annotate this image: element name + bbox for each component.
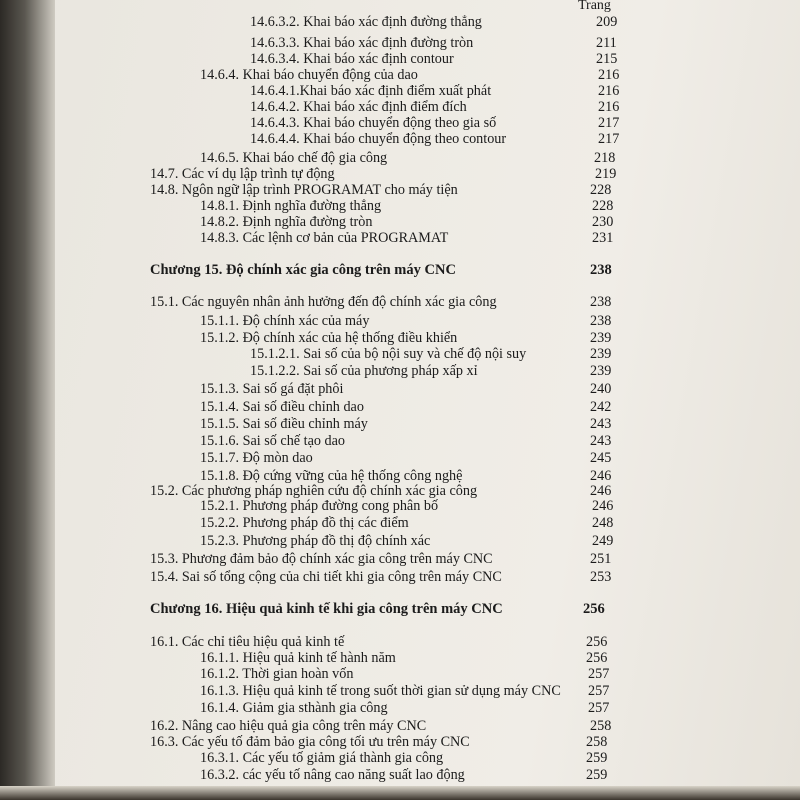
toc-entry-title: 16.1.4. Giảm gia sthành gia công — [200, 700, 388, 716]
toc-entry — [0, 533, 800, 549]
toc-entry — [0, 450, 800, 466]
toc-entry-title: 15.2. Các phương pháp nghiên cứu độ chính xác gia công — [150, 483, 478, 499]
toc-entry-title: 14.6.4. Khai báo chuyển động của dao — [200, 67, 418, 83]
toc-entry — [0, 67, 800, 83]
toc-entry-page: 251 — [590, 551, 612, 567]
toc-entry — [0, 363, 800, 379]
toc-entry-title: 16.1. Các chỉ tiêu hiệu quả kinh tế — [150, 634, 345, 650]
toc-entry-page: 256 — [586, 650, 608, 666]
toc-entry — [0, 294, 800, 310]
toc-entry-page: 238 — [590, 313, 612, 329]
toc-entry-page: 258 — [590, 718, 612, 734]
toc-entry-page: 259 — [586, 767, 608, 783]
toc-entry-title: 15.1.1. Độ chính xác của máy — [200, 313, 370, 329]
toc-entry-page: 249 — [592, 533, 614, 549]
toc-entry — [0, 718, 800, 734]
toc-entry-title: 15.1. Các nguyên nhân ảnh hưởng đến độ chính xác gia công — [150, 294, 497, 310]
toc-entry — [0, 515, 800, 531]
toc-entry-page: 257 — [588, 700, 610, 716]
chapter-page: 238 — [590, 262, 612, 278]
toc-entry-title: 15.2.3. Phương pháp đồ thị độ chính xác — [200, 533, 431, 549]
toc-entry — [0, 498, 800, 514]
toc-entry-title: 16.1.2. Thời gian hoàn vốn — [200, 666, 354, 682]
toc-entry-title: 15.1.7. Độ mòn dao — [200, 450, 313, 466]
toc-entry — [0, 569, 800, 585]
toc-entry — [0, 198, 800, 214]
toc-entry — [0, 346, 800, 362]
toc-entry — [0, 483, 800, 499]
toc-entry — [0, 35, 800, 51]
toc-entry — [0, 14, 800, 30]
toc-entry — [0, 468, 800, 484]
toc-entry-title: 15.1.2. Độ chính xác của hệ thống điều khiển — [200, 330, 458, 346]
toc-entry — [0, 330, 800, 346]
toc-entry-page: 216 — [598, 83, 620, 99]
toc-entry-page: 257 — [588, 666, 610, 682]
chapter-heading — [0, 601, 800, 617]
toc-entry-title: 15.1.8. Độ cứng vững của hệ thống công nghệ — [200, 468, 463, 484]
toc-entry-page: 219 — [595, 166, 617, 182]
toc-entry-title: 15.1.6. Sai số chế tạo dao — [200, 433, 345, 449]
chapter-heading — [0, 262, 800, 278]
toc-entry — [0, 166, 800, 182]
toc-entry-title: 14.7. Các ví dụ lập trình tự động — [150, 166, 335, 182]
toc-entry-title: 14.8.1. Định nghĩa đường thẳng — [200, 198, 382, 214]
toc-entry-page: 243 — [590, 416, 612, 432]
toc-entry-page: 256 — [586, 634, 608, 650]
toc-entry-page: 218 — [594, 150, 616, 166]
toc-entry-page: 246 — [590, 468, 612, 484]
toc-entry — [0, 150, 800, 166]
toc-entry — [0, 750, 800, 766]
toc-entry-page: 248 — [592, 515, 614, 531]
toc-entry-title: 14.6.3.4. Khai báo xác định contour — [250, 51, 454, 67]
toc-entry-page: 239 — [590, 346, 612, 362]
toc-entry — [0, 551, 800, 567]
toc-entry-title: 16.2. Nâng cao hiệu quả gia công trên máy CNC — [150, 718, 427, 734]
toc-entry-page: 245 — [590, 450, 612, 466]
toc-entry-title: 16.3. Các yếu tố đảm bảo gia công tối ưu trên máy CNC — [150, 734, 470, 750]
toc-entry-title: 14.8.2. Định nghĩa đường tròn — [200, 214, 373, 230]
toc-entry — [0, 433, 800, 449]
toc-entry — [0, 734, 800, 750]
toc-entry-title: 14.6.3.3. Khai báo xác định đường tròn — [250, 35, 474, 51]
toc-entry-page: 238 — [590, 294, 612, 310]
toc-entry-page: 259 — [586, 750, 608, 766]
toc-entry-title: 14.6.4.4. Khai báo chuyển động theo contour — [250, 131, 507, 147]
toc-entry — [0, 700, 800, 716]
toc-entry — [0, 83, 800, 99]
toc-entry-page: 209 — [596, 14, 618, 30]
toc-entry-title: 15.3. Phương đảm bảo độ chính xác gia công trên máy CNC — [150, 551, 493, 567]
toc-entry-page: 242 — [590, 399, 612, 415]
toc-entry-title: 14.6.5. Khai báo chế độ gia công — [200, 150, 388, 166]
toc-entry — [0, 313, 800, 329]
toc-entry — [0, 115, 800, 131]
toc-entry-title: 16.1.1. Hiệu quả kinh tế hành năm — [200, 650, 396, 666]
toc-entry-page: 239 — [590, 330, 612, 346]
toc-entry — [0, 99, 800, 115]
toc-entry-title: 16.3.1. Các yếu tố giảm giá thành gia công — [200, 750, 444, 766]
toc-entry — [0, 416, 800, 432]
toc-entry-page: 217 — [598, 131, 620, 147]
toc-entry-page: 253 — [590, 569, 612, 585]
toc-entry-title: 15.1.2.1. Sai số của bộ nội suy và chế độ nội suy — [250, 346, 527, 362]
toc-entry-title: 14.6.3.2. Khai báo xác định đường thẳng — [250, 14, 482, 30]
toc-entry — [0, 634, 800, 650]
toc-entry-page: 258 — [586, 734, 608, 750]
toc-entry-page: 211 — [596, 35, 617, 51]
toc-entry-title: 14.6.4.2. Khai báo xác định điểm đích — [250, 99, 467, 115]
chapter-title: Chương 16. Hiệu quả kinh tế khi gia công trên máy CNC — [150, 601, 503, 617]
toc-entry-page: 231 — [592, 230, 614, 246]
toc-entry-title: 14.8.3. Các lệnh cơ bản của PROGRAMAT — [200, 230, 449, 246]
toc-entry-title: 14.8. Ngôn ngữ lập trình PROGRAMAT cho máy tiện — [150, 182, 458, 198]
toc-entry-page: 215 — [596, 51, 618, 67]
toc-entry-page: 228 — [592, 198, 614, 214]
toc-entry-title: 15.2.2. Phương pháp đồ thị các điểm — [200, 515, 409, 531]
toc-entry-page: 239 — [590, 363, 612, 379]
toc-entry-page: 230 — [592, 214, 614, 230]
toc-entry-page: 257 — [588, 683, 610, 699]
toc-entry-page: 246 — [592, 498, 614, 514]
toc-entry-page: 216 — [598, 67, 620, 83]
chapter-title: Chương 15. Độ chính xác gia công trên máy CNC — [150, 262, 456, 278]
toc-entry — [0, 131, 800, 147]
toc-entry — [0, 51, 800, 67]
toc-entry — [0, 230, 800, 246]
toc-entry-title: 15.1.5. Sai số điều chỉnh máy — [200, 416, 368, 432]
toc-entry-page: 228 — [590, 182, 612, 198]
toc-entry-title: 16.1.3. Hiệu quả kinh tế trong suốt thời gian sử dụng máy CNC — [200, 683, 561, 699]
toc-entry-title: 15.1.2.2. Sai số của phương pháp xấp xỉ — [250, 363, 478, 379]
toc-entry — [0, 683, 800, 699]
toc-entry — [0, 214, 800, 230]
toc-entry-page: 217 — [598, 115, 620, 131]
chapter-page: 256 — [583, 601, 605, 617]
toc-entry — [0, 767, 800, 783]
toc-entry-title: 15.4. Sai số tổng cộng của chi tiết khi gia công trên máy CNC — [150, 569, 502, 585]
toc-entry-title: 16.3.2. các yếu tố nâng cao năng suất lao động — [200, 767, 465, 783]
toc-entry — [0, 182, 800, 198]
toc-entry-page: 240 — [590, 381, 612, 397]
toc-entry-page: 243 — [590, 433, 612, 449]
toc-entry-title: 14.6.4.1.Khai báo xác định điểm xuất phát — [250, 83, 492, 99]
toc-entry — [0, 381, 800, 397]
toc-entry — [0, 650, 800, 666]
toc-entry-page: 246 — [590, 483, 612, 499]
toc-entry-title: 15.1.4. Sai số điều chỉnh dao — [200, 399, 364, 415]
toc-entry — [0, 666, 800, 682]
page-column-header: Trang — [578, 0, 611, 13]
toc-entry-title: 14.6.4.3. Khai báo chuyển động theo gia số — [250, 115, 497, 131]
toc-entry — [0, 399, 800, 415]
toc-entry-title: 15.1.3. Sai số gá đặt phôi — [200, 381, 344, 397]
toc-entry-title: 15.2.1. Phương pháp đường cong phân bố — [200, 498, 439, 514]
toc-entry-page: 216 — [598, 99, 620, 115]
